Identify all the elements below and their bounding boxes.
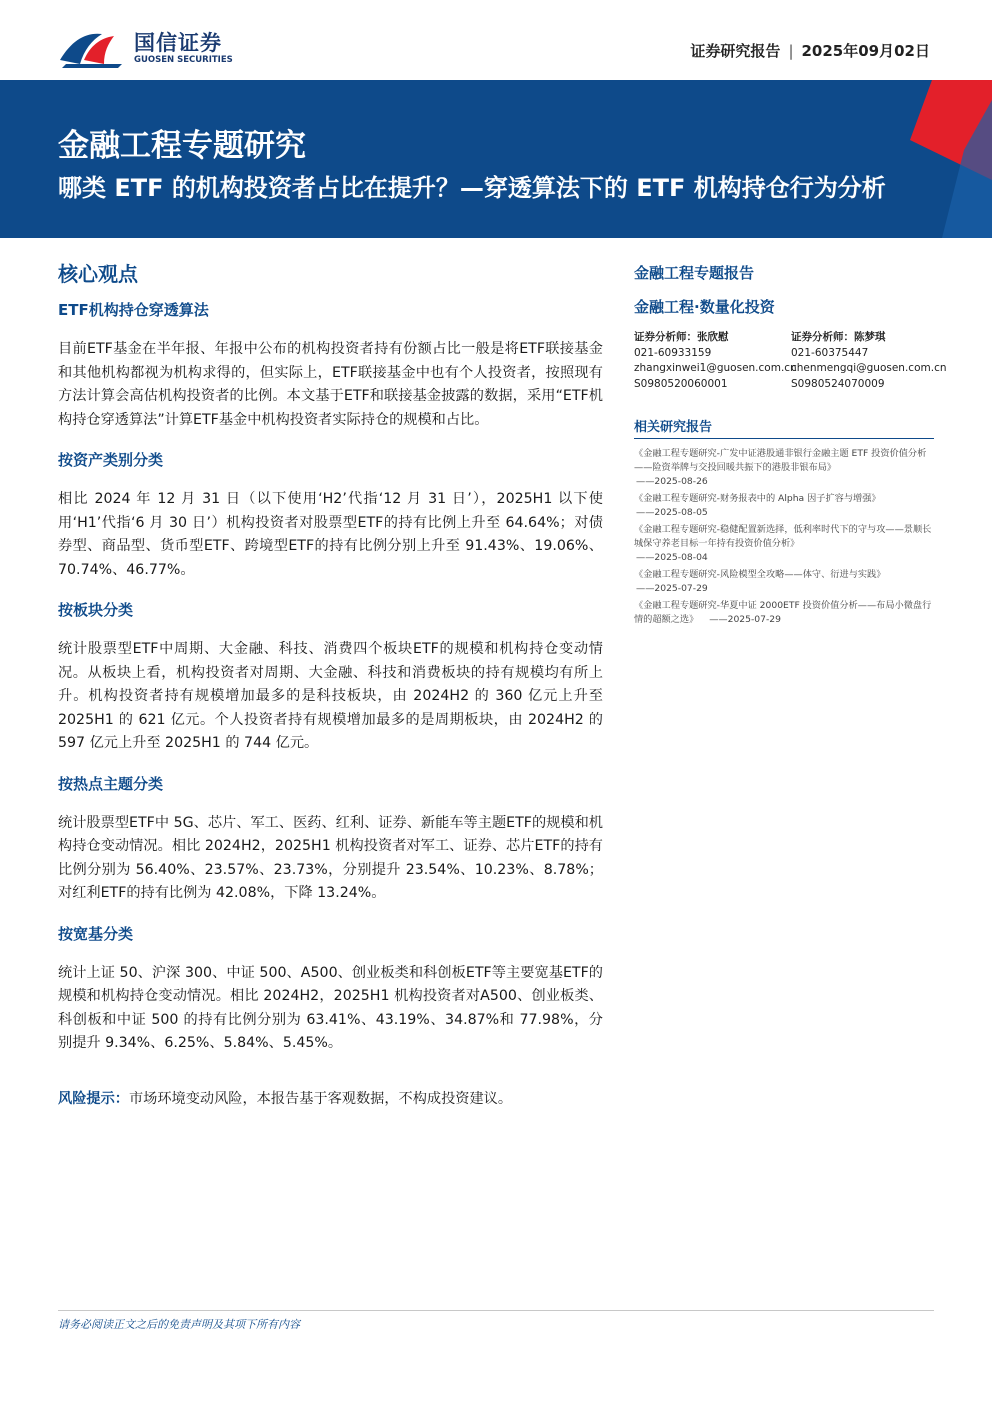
sidebar: [634, 262, 947, 630]
related-report-item[interactable]: [634, 599, 934, 627]
analyst-card: [791, 330, 947, 392]
risk-warning: [58, 1088, 512, 1108]
analyst-license: S0980520060001: [634, 377, 728, 390]
related-report-title[interactable]: 《金融工程专题研究-稳健配置新选择，低利率时代下的守与攻——景顺长城保守养老目标一年持有投资价值分析》: [634, 524, 932, 549]
section-heading: 按热点主题分类: [58, 774, 164, 793]
analyst-list: [634, 330, 947, 392]
analyst-email[interactable]: zhangxinwei1@guosen.com.cn: [634, 362, 797, 374]
analyst-license: S0980524070009: [791, 377, 885, 390]
risk-text: 市场环境变动风险，本报告基于客观数据，不构成投资建议。: [128, 1091, 513, 1107]
report-category: 金融工程专题报告: [634, 264, 755, 282]
section-text: 统计上证 50、沪深 300、中证 500、A500、创业板类和科创板ETF等主要宽基ETF的规模和机构持仓变动情况。相比 2024H2，2025H1 机构投资者对A500、创业板类、科创板和中证 500 的持有比例分别为 63.41%、43.19%、34.87%和 77.98%，分别提升 9.34%、6.25%、5.84%、5.45%。: [58, 964, 603, 1051]
analyst-email[interactable]: chenmengqi@guosen.com.cn: [791, 362, 947, 374]
logo-mark-icon: [58, 26, 128, 68]
report-subcategory: 金融工程·数量化投资: [634, 298, 775, 316]
report-title: 哪类 ETF 的机构投资者占比在提升？—穿透算法下的 ETF 机构持仓行为分析: [58, 174, 886, 202]
analyst-card: [634, 330, 797, 392]
footer-divider: [58, 1310, 934, 1311]
related-report-item[interactable]: [634, 492, 934, 520]
analyst-phone: 021-60933159: [634, 346, 712, 359]
section-heading: 按资产类别分类: [58, 451, 164, 469]
report-meta: [690, 40, 930, 61]
analyst-phone: 021-60375447: [791, 346, 869, 359]
related-report-item[interactable]: [634, 447, 934, 489]
related-report-title[interactable]: 《金融工程专题研究-风险模型全攻略——体守、衍进与实践》: [634, 569, 886, 580]
title-banner: [0, 80, 992, 238]
section-heading: 按宽基分类: [58, 924, 134, 943]
core-views-title: 核心观点: [58, 262, 138, 286]
related-reports-title: 相关研究报告: [634, 416, 934, 439]
related-report-title[interactable]: 《金融工程专题研究-广发中证港股通非银行金融主题 ETF 投资价值分析——险资举牌与交投回暖共振下的港股非银布局》: [634, 448, 927, 473]
core-views: [58, 258, 603, 1073]
logo-en-text: GUOSEN SECURITIES: [134, 55, 233, 65]
related-report-date: ——2025-07-29: [709, 614, 782, 625]
section-text: 统计股票型ETF中 5G、芯片、军工、医药、红利、证券、新能车等主题ETF的规模和机构持仓变动情况。相比 2024H2，2025H1 机构投资者对军工、证券、芯片ETF的持有比例分别为 56.40%、23.57%、23.73%，分别提升 23.54%、10.23%、8.78%；对红利ETF的持有比例为 42.08%，下降 13.24%。: [58, 814, 603, 901]
footer-disclaimer: 请务必阅读正文之后的免责声明及其项下所有内容: [58, 1318, 300, 1331]
report-date: 2025年09月02日: [801, 42, 930, 60]
page-header: [0, 0, 992, 80]
section-heading: 按板块分类: [58, 601, 134, 619]
banner-decoration-icon: [872, 80, 992, 238]
logo-cn-text: 国信证券: [134, 31, 222, 55]
related-report-date: ——2025-08-05: [636, 507, 708, 518]
related-report-date: ——2025-08-26: [636, 476, 708, 487]
section-text: 统计股票型ETF中周期、大金融、科技、消费四个板块ETF的规模和机构持仓变动情况。从板块上看，机构投资者对周期、大金融、科技和消费板块的持有规模均有所上升。机构投资者持有规模增加最多的是科技板块，由 2024H2 的 360 亿元上升至 2025H1 的 621 亿元。个人投资者持有规模增加最多的是周期板块，由 2024H2 的 597 亿元上升至 2025H1 的 744 亿元。: [58, 641, 603, 751]
risk-label: 风险提示：: [58, 1091, 129, 1107]
analyst-name: 证券分析师：张欣慰: [634, 331, 729, 343]
report-series: 金融工程专题研究: [58, 128, 306, 164]
analyst-name: 证券分析师：陈梦琪: [791, 331, 886, 343]
section-heading: ETF机构持仓穿透算法: [58, 301, 209, 319]
related-report-item[interactable]: [634, 523, 934, 565]
section-text: 相比 2024 年 12 月 31 日（以下使用‘H2’代指‘12 月 31 日’），2025H1 以下使用‘H1’代指‘6 月 30 日’）机构投资者对股票型ETF的持有比例上升至 64.64%；对债券型、商品型、货币型ETF、跨境型ETF的持有比例分别上升至 91.43%、19.06%、70.74%、46.77%。: [58, 491, 603, 578]
related-report-item[interactable]: [634, 568, 934, 596]
related-report-title[interactable]: 《金融工程专题研究-财务报表中的 Alpha 因子扩容与增强》: [634, 493, 881, 504]
related-report-title[interactable]: 《金融工程专题研究-华夏中证 2000ETF 投资价值分析——布局小微盘行情的超额之选》: [634, 600, 932, 625]
section-text: 目前ETF基金在半年报、年报中公布的机构投资者持有份额占比一般是将ETF联接基金和其他机构都视为机构求得的，但实际上，ETF联接基金中也有个人投资者，按照现有方法计算会高估机构投资者的比例。本文基于ETF和联接基金披露的数据，采用“ETF机构持仓穿透算法”计算ETF基金中机构投资者实际持仓的规模和占比。: [58, 341, 603, 428]
related-reports-list: [634, 447, 934, 627]
related-report-date: ——2025-08-04: [636, 552, 708, 563]
report-type: 证券研究报告: [690, 42, 781, 60]
guosen-logo: [58, 26, 258, 70]
related-report-date: ——2025-07-29: [636, 583, 708, 594]
meta-divider: |: [788, 42, 794, 60]
